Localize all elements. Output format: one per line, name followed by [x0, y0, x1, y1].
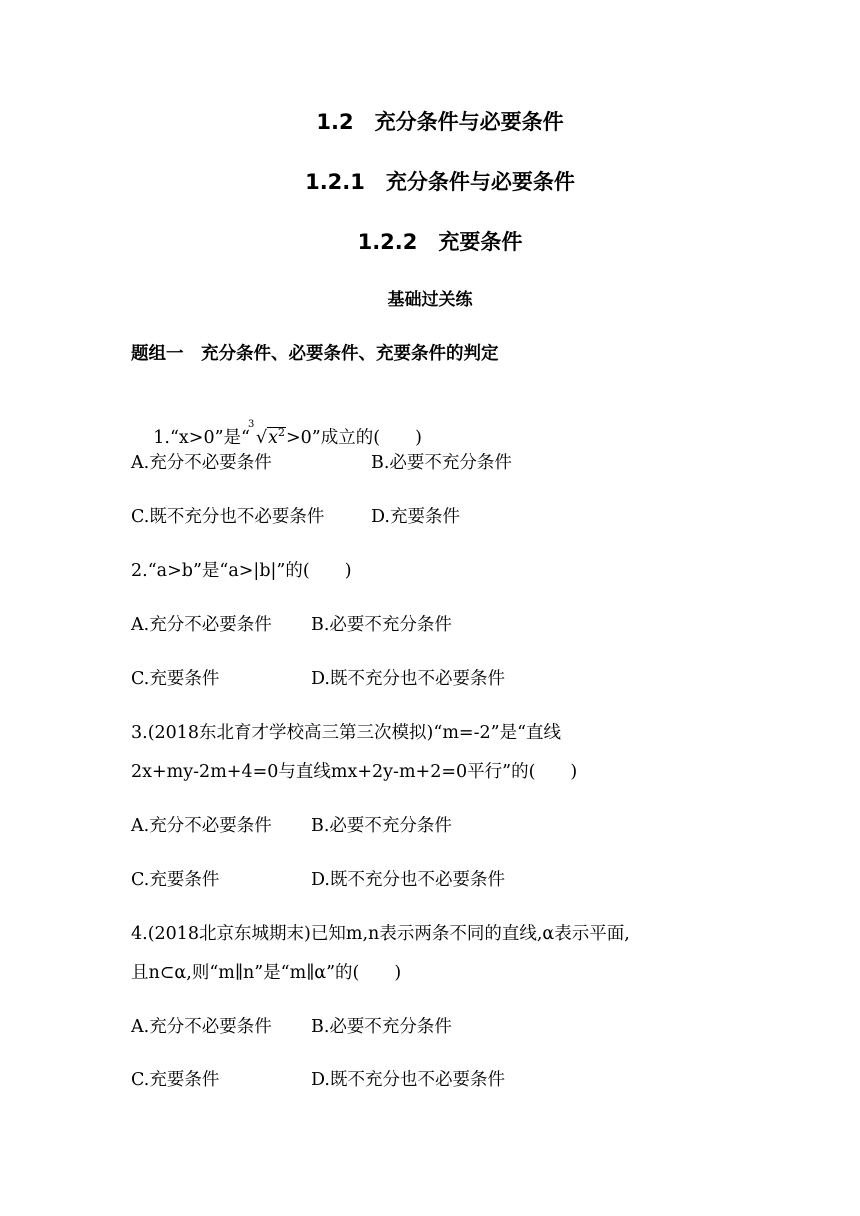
root-exponent: 2: [278, 426, 285, 439]
cube-root-expression: [247, 419, 286, 450]
title-subsection-2: 1.2.2 充要条件: [357, 230, 523, 254]
title-subsection-1: 1.2.1 充分条件与必要条件: [305, 170, 575, 194]
question-3-option-a: A.充分不必要条件: [131, 816, 272, 836]
title-section: 1.2 充分条件与必要条件: [316, 110, 564, 134]
question-1-option-b: B.必要不充分条件: [371, 453, 512, 473]
root-index: 3: [247, 419, 255, 430]
question-4-option-b: B.必要不充分条件: [311, 1017, 452, 1037]
question-2-option-c: C.充要条件: [131, 669, 220, 689]
question-1-suffix: >0”成立的( ): [286, 427, 422, 448]
question-2-option-d: D.既不充分也不必要条件: [311, 669, 505, 689]
root-body: x: [268, 427, 278, 448]
question-3-stem-line-1: 3.(2018东北育才学校高三第三次模拟)“m=-2”是“直线: [131, 723, 562, 743]
question-1-prefix: 1.“x>0”是“: [153, 427, 250, 448]
radical-sign: √: [255, 427, 268, 448]
question-3-option-c: C.充要条件: [131, 870, 220, 890]
question-4-stem-line-1: 4.(2018北京东城期末)已知m,n表示两条不同的直线,α表示平面,: [131, 924, 630, 944]
question-4-option-d: D.既不充分也不必要条件: [311, 1070, 505, 1090]
exercise-heading: 基础过关练: [387, 290, 473, 310]
question-2-option-a: A.充分不必要条件: [131, 615, 272, 635]
question-2-option-b: B.必要不充分条件: [311, 615, 452, 635]
question-4-option-c: C.充要条件: [131, 1070, 220, 1090]
question-4-option-a: A.充分不必要条件: [131, 1017, 272, 1037]
question-3-option-b: B.必要不充分条件: [311, 816, 452, 836]
question-1-option-d: D.充要条件: [371, 507, 460, 527]
question-4-stem-line-2: 且n⊂α,则“m∥n”是“m∥α”的( ): [131, 963, 402, 983]
question-2-stem: 2.“a>b”是“a>|b|”的( ): [131, 561, 352, 581]
question-3-stem-line-2: 2x+my-2m+4=0与直线mx+2y-m+2=0平行”的( ): [131, 762, 578, 782]
question-1-option-c: C.既不充分也不必要条件: [131, 507, 325, 527]
question-group-heading: 题组一 充分条件、必要条件、充要条件的判定: [131, 344, 499, 364]
question-1-option-a: A.充分不必要条件: [131, 453, 272, 473]
question-3-option-d: D.既不充分也不必要条件: [311, 870, 505, 890]
